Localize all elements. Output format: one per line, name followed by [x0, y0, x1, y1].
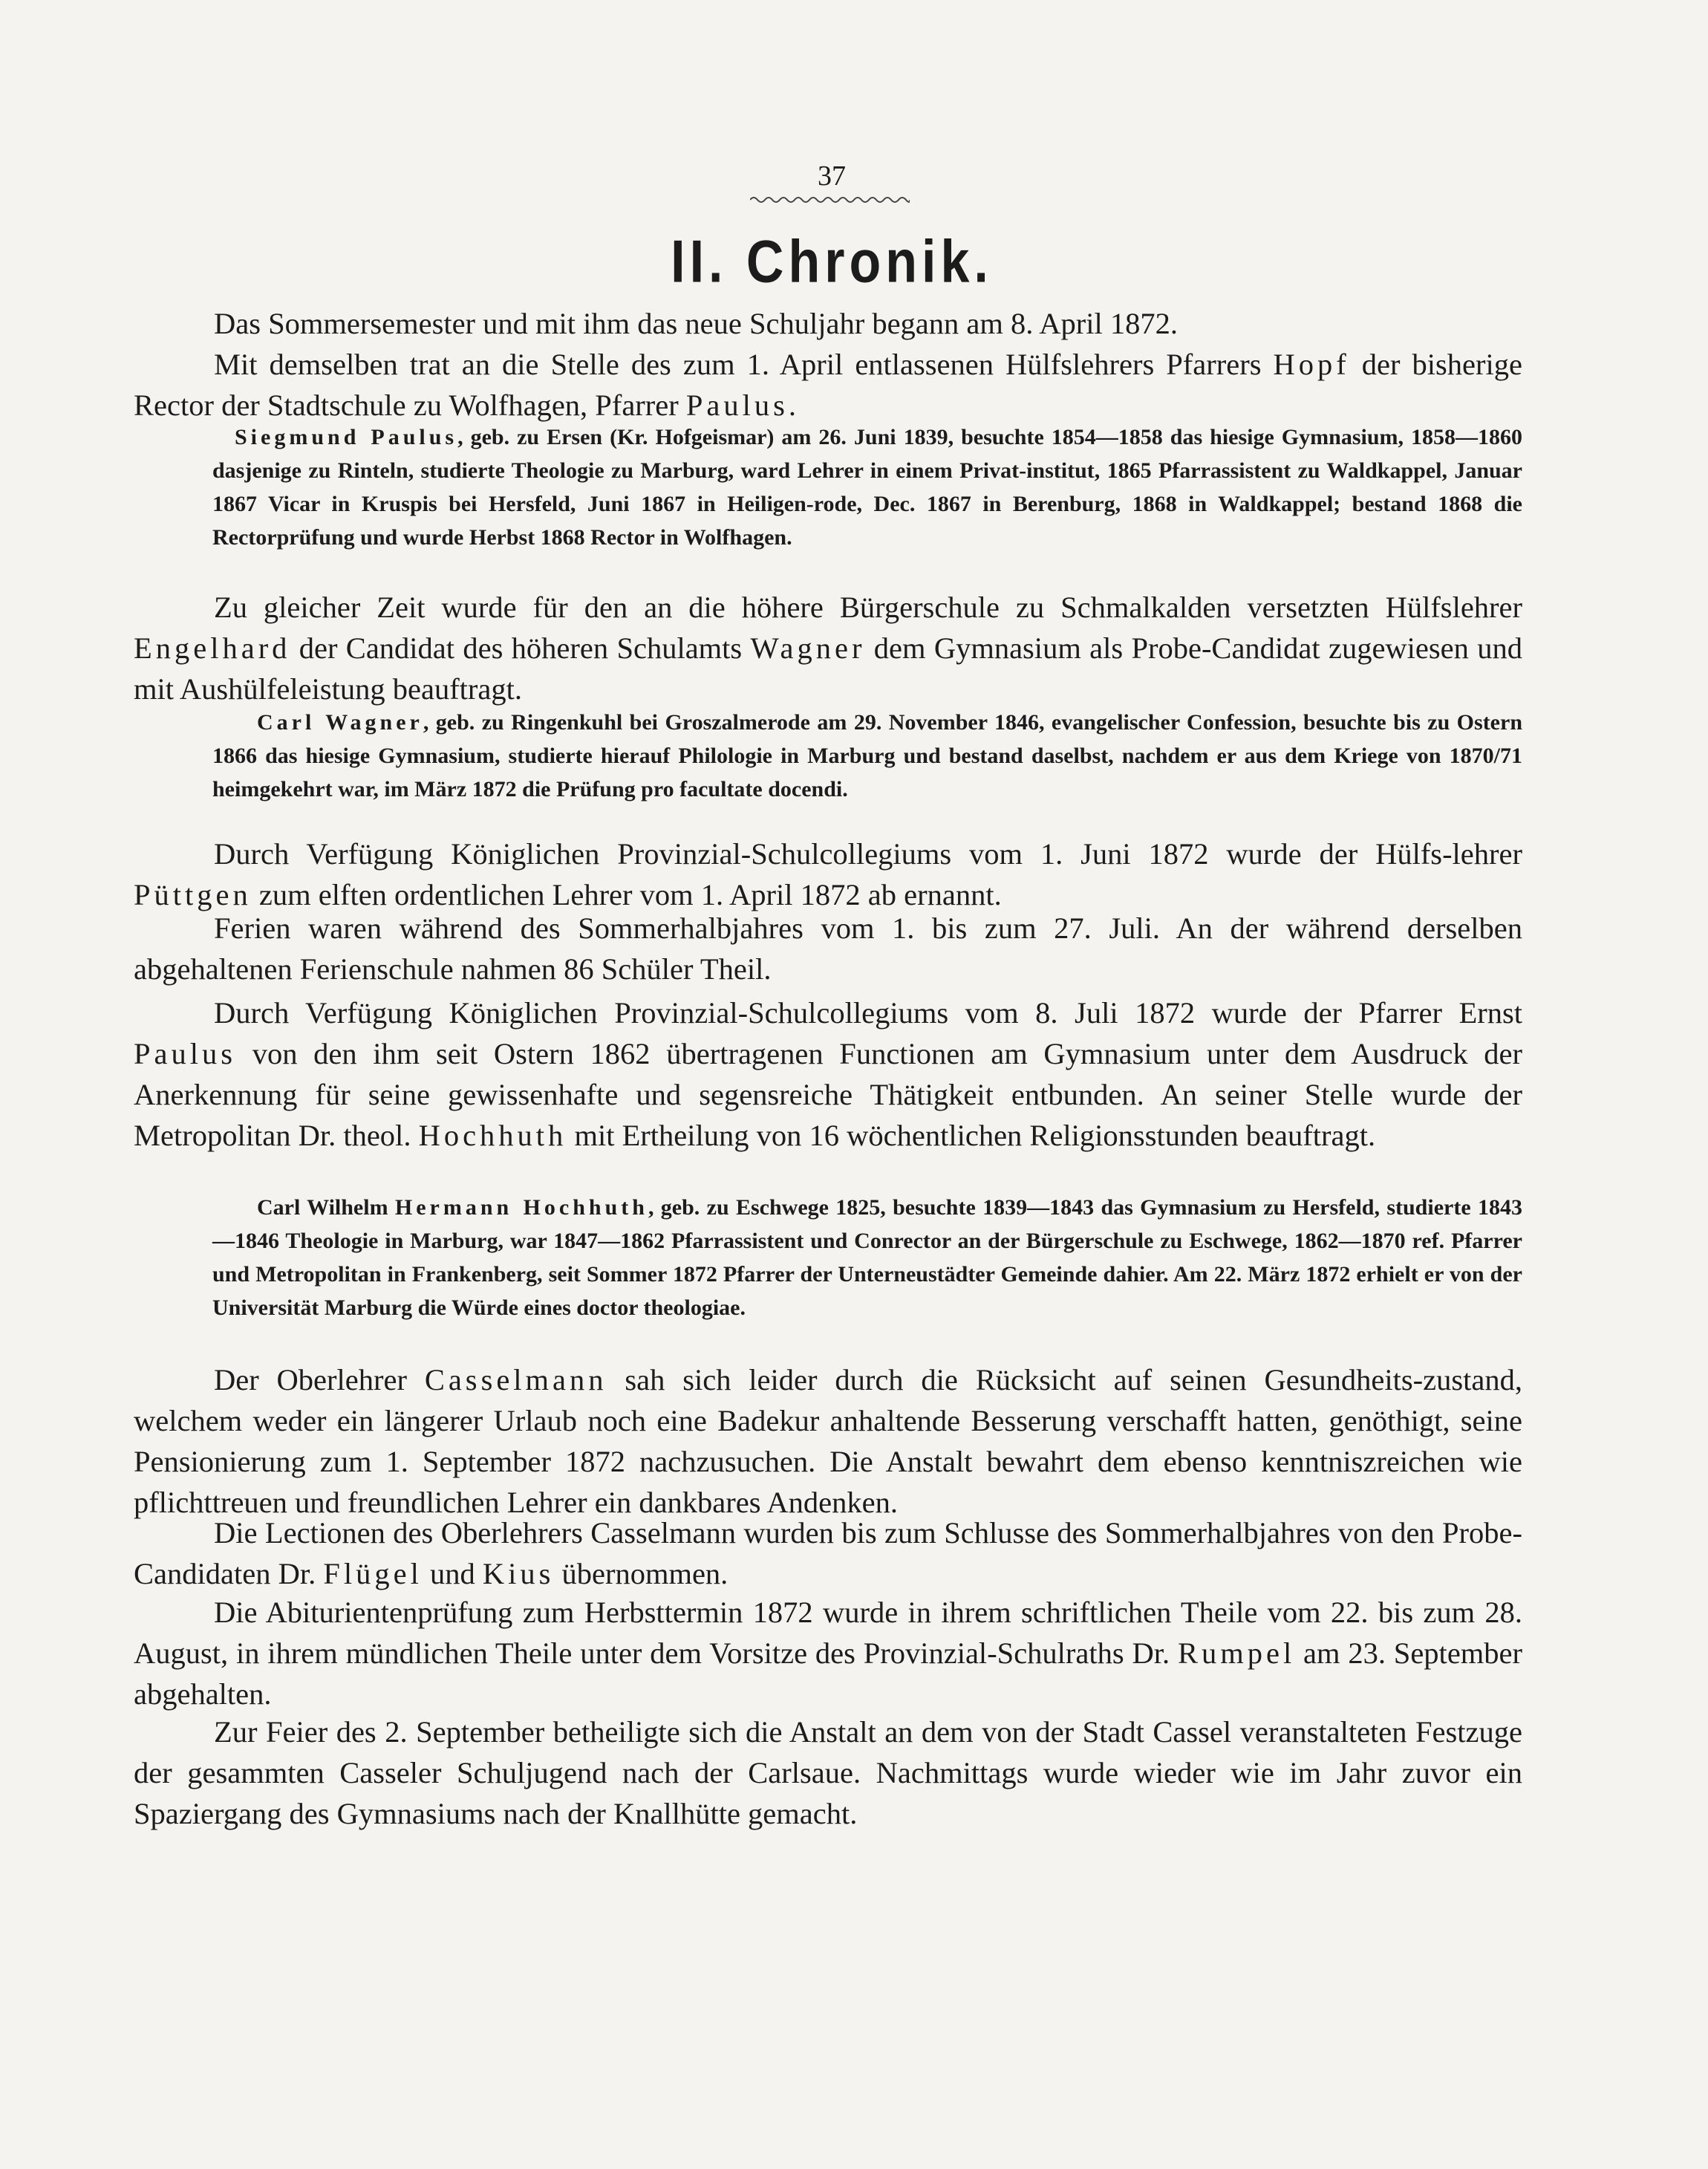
biographical-note-2 — [212, 706, 1522, 806]
paragraph-text: zum elften ordentlichen Lehrer vom 1. April 1872 ab ernannt. — [251, 878, 1002, 911]
person-name: Kius — [482, 1557, 555, 1590]
person-name: Hopf — [1273, 348, 1350, 381]
person-name: Carl Wagner — [257, 710, 423, 735]
paragraph-text: der Candidat des höheren Schulamts — [290, 631, 751, 665]
person-name: Hochhuth — [418, 1119, 567, 1152]
paragraph-text: Die Abiturientenprüfung zum Herbsttermin 1872 wurde in ihrem schriftlichen Theile vom 22. bis zum 28. August, in ihrem mündlichen Theile unter dem Vorsitze des Provinzial-Schulraths Dr. — [134, 1596, 1522, 1670]
note-text: , geb. zu Ringenkuhl bei Groszalmerode am 29. November 1846, evangelischer Confession, besuchte bis zu Ostern 1866 das hiesige Gymnasium, studierte hierauf Philologie in Marburg und bestand daselbst, nachdem er aus dem Kriege von 1870/71 heimgekehrt war, im März 1872 die Prüfung pro facultate docendi. — [212, 710, 1522, 801]
person-name: Rumpel — [1177, 1636, 1296, 1670]
paragraph-4 — [134, 833, 1522, 915]
person-name: Flügel — [323, 1557, 423, 1590]
paragraph-8 — [134, 1512, 1522, 1594]
paragraph-3 — [134, 587, 1522, 709]
paragraph-5 — [134, 908, 1522, 989]
paragraph-text: übernommen. — [554, 1557, 728, 1590]
person-name: Casselmann — [424, 1363, 607, 1396]
paragraph-text: Ferien waren während des Sommerhalbjahres vom 1. bis zum 27. Juli. An der während derselben abgehaltenen Ferienschule nahmen 86 Schüler Theil. — [134, 911, 1522, 986]
section-heading: II. Chronik. — [671, 228, 993, 295]
paragraph-6 — [134, 992, 1522, 1156]
page-number: 37 — [818, 160, 846, 192]
person-name: Engelhard — [134, 631, 291, 665]
paragraph-9 — [134, 1592, 1522, 1714]
biographical-note-3 — [212, 1191, 1522, 1324]
person-name: Carl Wilhelm — [257, 1195, 395, 1220]
paragraph-text: und — [422, 1557, 483, 1590]
person-name: Hermann Hochhuth — [394, 1195, 648, 1220]
paragraph-text: Zur Feier des 2. September betheiligte sich die Anstalt an dem von der Stadt Cassel veranstalteten Festzuge der gesammten Casseler Schuljugend nach der Carlsaue. Nachmittags wurde wieder wie im Jahr zuvor ein Spaziergang des Gymnasiums nach der Knallhütte gemacht. — [134, 1715, 1522, 1830]
paragraph-text: Das Sommersemester und mit ihm das neue Schuljahr begann am 8. April 1872. — [214, 307, 1179, 340]
paragraph-text: . — [788, 388, 796, 422]
paragraph-text: Zu gleicher Zeit wurde für den an die höhere Bürgerschule zu Schmalkalden versetzten Hülfslehrer — [214, 591, 1522, 624]
person-name: Wagner — [750, 631, 866, 665]
paragraph-text: Der Oberlehrer — [214, 1363, 425, 1396]
paragraph-text: Durch Verfügung Königlichen Provinzial-Schulcollegiums vom 1. Juni 1872 wurde der Hülfs-lehrer — [214, 837, 1522, 871]
paragraph-text: Mit demselben trat an die Stelle des zum 1. April entlassenen Hülfslehrers Pfarrers — [214, 348, 1274, 381]
person-name: Paulus — [134, 1037, 237, 1070]
note-text: , geb. zu Ersen (Kr. Hofgeismar) am 26. Juni 1839, besuchte 1854—1858 das hiesige Gymnasium, 1858—1860 dasjenige zu Rinteln, studierte Theologie zu Marburg, ward Lehrer in einem Privat-institut, 1865 Pfarrassistent zu Waldkappel, Januar 1867 Vicar in Kruspis bei Hersfeld, Juni 1867 in Heiligen-rode, Dec. 1867 in Berenburg, 1868 in Waldkappel; bestand 1868 die Rectorprüfung und wurde Herbst 1868 Rector in Wolfhagen. — [212, 425, 1522, 550]
paragraph-text: am 23. September abgehalten. — [134, 1636, 1523, 1711]
paragraph-text: sah sich leider durch die Rücksicht auf seinen Gesundheits-zustand, welchem weder ein längerer Urlaub noch eine Badekur anhaltende Besserung verschafft hatten, genöthigt, seine Pensionierung zum 1. September 1872 nachzusuchen. Die Anstalt bewahrt dem ebenso kenntniszreichen wie pflichttreuen und freundlichen Lehrer ein dankbares Andenken. — [134, 1363, 1522, 1519]
note-text: , geb. zu Eschwege 1825, besuchte 1839—1843 das Gymnasium zu Hersfeld, studierte 1843—1846 Theologie in Marburg, war 1847—1862 Pfarrassistent und Conrector an der Bürgerschule zu Eschwege, 1862—1870 ref. Pfarrer und Metropolitan in Frankenberg, seit Sommer 1872 Pfarrer der Unterneustädter Gemeinde dahier. Am 22. März 1872 erhielt er von der Universität Marburg die Würde eines doctor theologiae. — [212, 1195, 1522, 1320]
paragraph-text: dem Gymnasium als Probe-Candidat zugewiesen und mit Aushülfeleistung beauftragt. — [134, 631, 1522, 706]
paragraph-text: der bisherige Rector der Stadtschule zu Wolfhagen, Pfarrer — [134, 348, 1522, 422]
paragraph-7 — [134, 1359, 1522, 1523]
paragraph-text: von den ihm seit Ostern 1862 übertragenen Functionen am Gymnasium unter dem Ausdruck der Anerkennung für seine gewissenhafte und segensreiche Thätigkeit entbunden. An seiner Stelle wurde der Metropolitan Dr. theol. — [134, 1037, 1522, 1152]
person-name: Siegmund Paulus — [235, 425, 458, 449]
person-name: Paulus — [685, 388, 789, 422]
paragraph-1 — [134, 303, 1522, 344]
paragraph-2 — [134, 344, 1522, 426]
paragraph-text: Durch Verfügung Königlichen Provinzial-Schulcollegiums vom 8. Juli 1872 wurde der Pfarrer Ernst — [214, 996, 1522, 1030]
paragraph-10 — [134, 1711, 1522, 1834]
decorative-rule — [750, 195, 910, 205]
biographical-note-1 — [212, 420, 1522, 554]
paragraph-text: mit Ertheilung von 16 wöchentlichen Religionsstunden beauftragt. — [567, 1119, 1376, 1152]
paragraph-text: Die Lectionen des Oberlehrers Casselmann wurden bis zum Schlusse des Sommerhalbjahres von den Probe-Candidaten Dr. — [134, 1516, 1522, 1590]
person-name: Püttgen — [134, 878, 252, 911]
